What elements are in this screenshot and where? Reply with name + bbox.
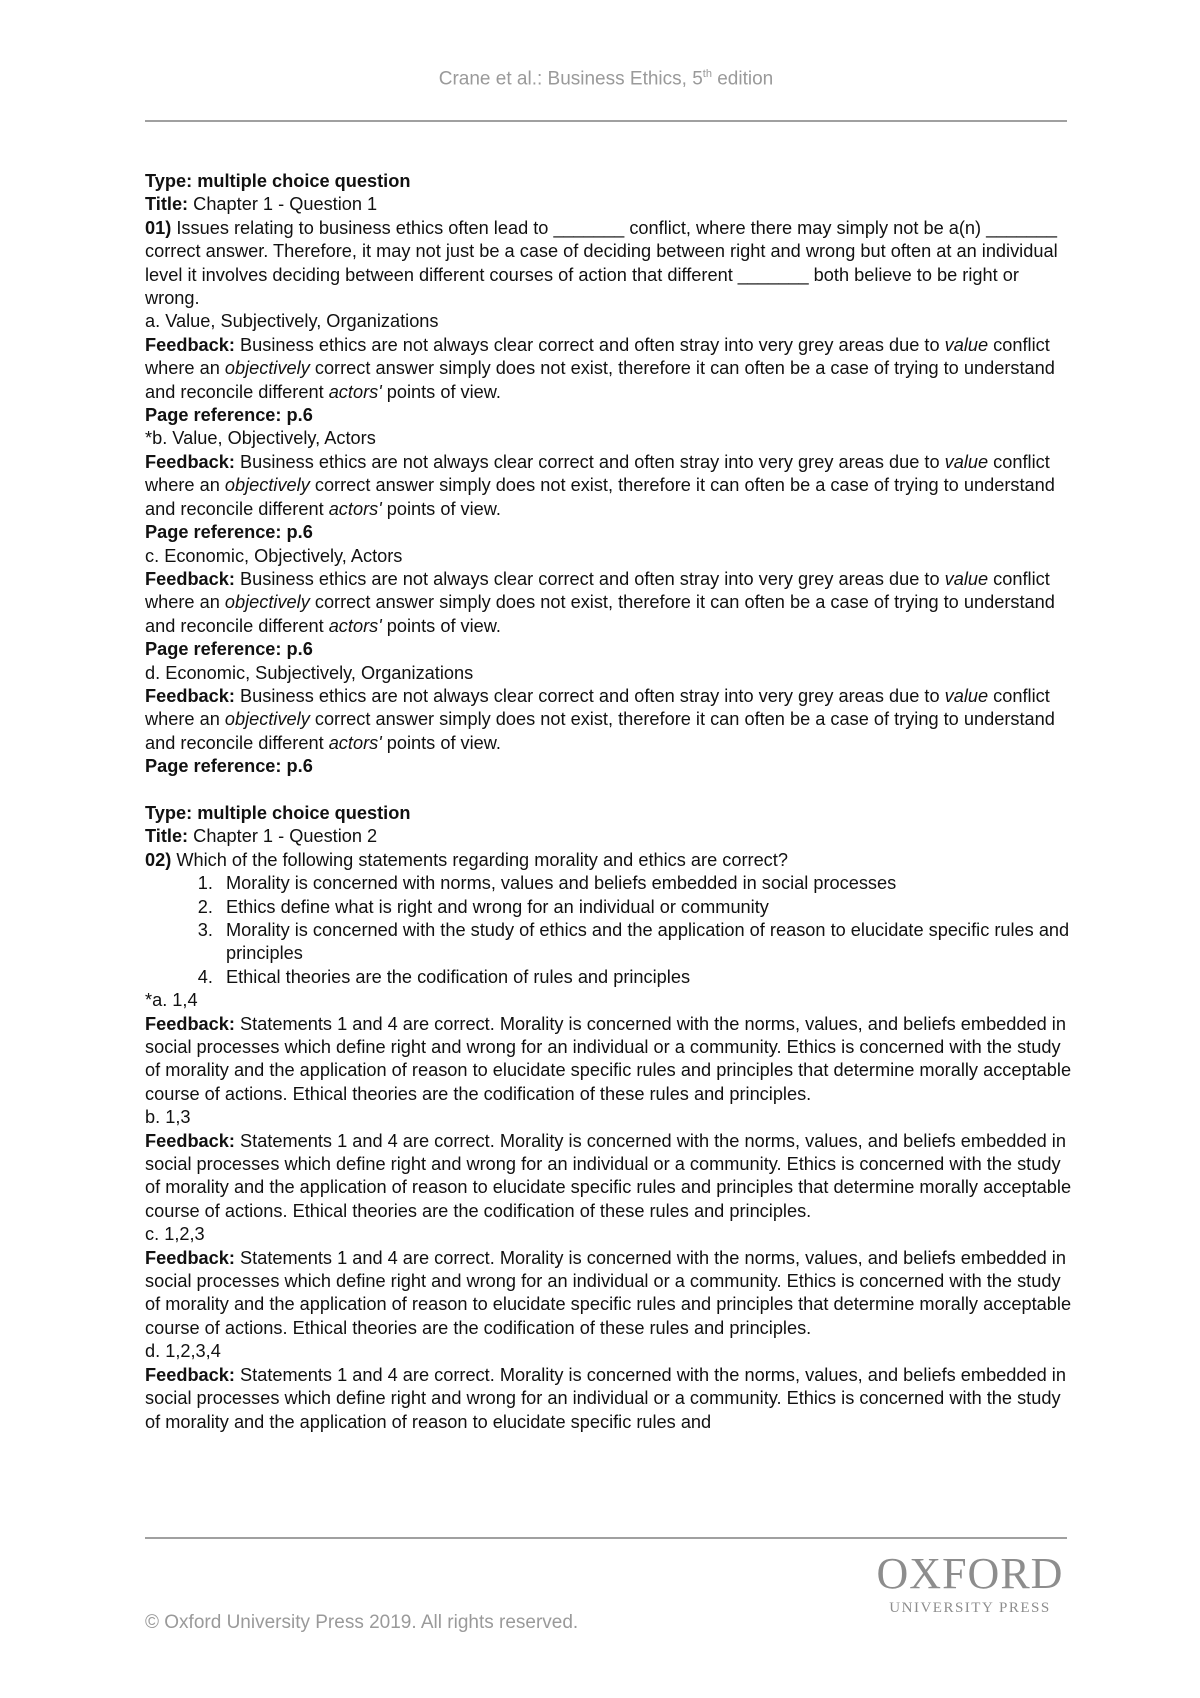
statement-item: 2. Ethics define what is right and wrong for an individual or community [218, 896, 1075, 919]
page-header [145, 68, 1067, 90]
question-stem: 02) Which of the following statements regarding morality and ethics are correct? [145, 849, 788, 870]
feedback: Feedback: Statements 1 and 4 are correct. Morality is concerned with the norms, values, and beliefs embedded in social processes which define right and wrong for an individual or a community. Ethics is concerned with the study of morality and the application of reason to elucidate specific rules and principles that determine morally acceptable course of actions. Ethical theories are the codification of these rules and principles. [145, 1130, 1072, 1221]
option: *a. 1,4 [145, 990, 198, 1011]
footer-divider [145, 1537, 1067, 1539]
page-reference: Page reference: p.6 [145, 522, 313, 543]
oxford-logo [870, 1549, 1070, 1617]
copyright-notice: © Oxford University Press 2019. All rights reserved. [145, 1612, 579, 1633]
option: d. 1,2,3,4 [145, 1341, 221, 1362]
question-title: Title: Chapter 1 - Question 1 [145, 194, 378, 215]
statement-list [145, 872, 1075, 989]
statement-item: 3. Morality is concerned with the study of ethics and the application of reason to elucidate specific rules and principles [218, 919, 1075, 966]
statement-item: 4. Ethical theories are the codification of rules and principles [218, 966, 1075, 989]
option: c. Economic, Objectively, Actors [145, 545, 403, 566]
feedback: Feedback: Business ethics are not always clear correct and often stray into very grey areas due to value conflict where an objectively correct answer simply does not exist, therefore it can often be a case of trying to understand and reconcile different actors' points of view. [145, 334, 1055, 402]
feedback: Feedback: Business ethics are not always clear correct and often stray into very grey areas due to value conflict where an objectively correct answer simply does not exist, therefore it can often be a case of trying to understand and reconcile different actors' points of view. [145, 685, 1055, 753]
question-type: Type: multiple choice question [145, 171, 411, 191]
option: *b. Value, Objectively, Actors [145, 428, 376, 449]
logo-subtitle: UNIVERSITY PRESS [889, 1600, 1051, 1616]
feedback: Feedback: Business ethics are not always clear correct and often stray into very grey areas due to value conflict where an objectively correct answer simply does not exist, therefore it can often be a case of trying to understand and reconcile different actors' points of view. [145, 568, 1055, 636]
feedback: Feedback: Business ethics are not always clear correct and often stray into very grey areas due to value conflict where an objectively correct answer simply does not exist, therefore it can often be a case of trying to understand and reconcile different actors' points of view. [145, 451, 1055, 519]
header-title: Crane et al.: Business Ethics, 5 [438, 68, 703, 90]
option: c. 1,2,3 [145, 1224, 205, 1245]
header-superscript: th [702, 68, 712, 80]
logo-wordmark: OXFORD [876, 1549, 1064, 1598]
feedback: Feedback: Statements 1 and 4 are correct. Morality is concerned with the norms, values, and beliefs embedded in social processes which define right and wrong for an individual or a community. Ethics is concerned with the study of morality and the application of reason to elucidate specific rules and principles that determine morally acceptable course of actions. Ethical theories are the codification of these rules and principles. [145, 1013, 1072, 1104]
question-stem: 01) Issues relating to business ethics often lead to _______ conflict, where there may simply not be a(n) _______ correct answer. Therefore, it may not just be a case of deciding between right and wrong but often at an individual level it involves deciding between different courses of action that different _______ both believe to be right or wrong. [145, 217, 1058, 309]
feedback: Feedback: Statements 1 and 4 are correct. Morality is concerned with the norms, values, and beliefs embedded in social processes which define right and wrong for an individual or a community. Ethics is concerned with the study of morality and the application of reason to elucidate specific rules and [145, 1364, 1066, 1432]
option: d. Economic, Subjectively, Organizations [145, 662, 474, 683]
header-divider [145, 120, 1067, 122]
page-reference: Page reference: p.6 [145, 756, 313, 777]
page-reference: Page reference: p.6 [145, 405, 313, 426]
feedback: Feedback: Statements 1 and 4 are correct. Morality is concerned with the norms, values, and beliefs embedded in social processes which define right and wrong for an individual or a community. Ethics is concerned with the study of morality and the application of reason to elucidate specific rules and principles that determine morally acceptable course of actions. Ethical theories are the codification of these rules and principles. [145, 1247, 1072, 1338]
header-suffix: edition [711, 68, 774, 90]
section-gap [145, 779, 1075, 802]
page-reference: Page reference: p.6 [145, 639, 313, 660]
question-title: Title: Chapter 1 - Question 2 [145, 826, 378, 847]
document-body [145, 170, 1075, 1434]
question-type: Type: multiple choice question [145, 802, 411, 823]
statement-item: 1. Morality is concerned with norms, values and beliefs embedded in social processes [218, 872, 1075, 895]
option: b. 1,3 [145, 1107, 191, 1128]
option: a. Value, Subjectively, Organizations [145, 311, 439, 332]
